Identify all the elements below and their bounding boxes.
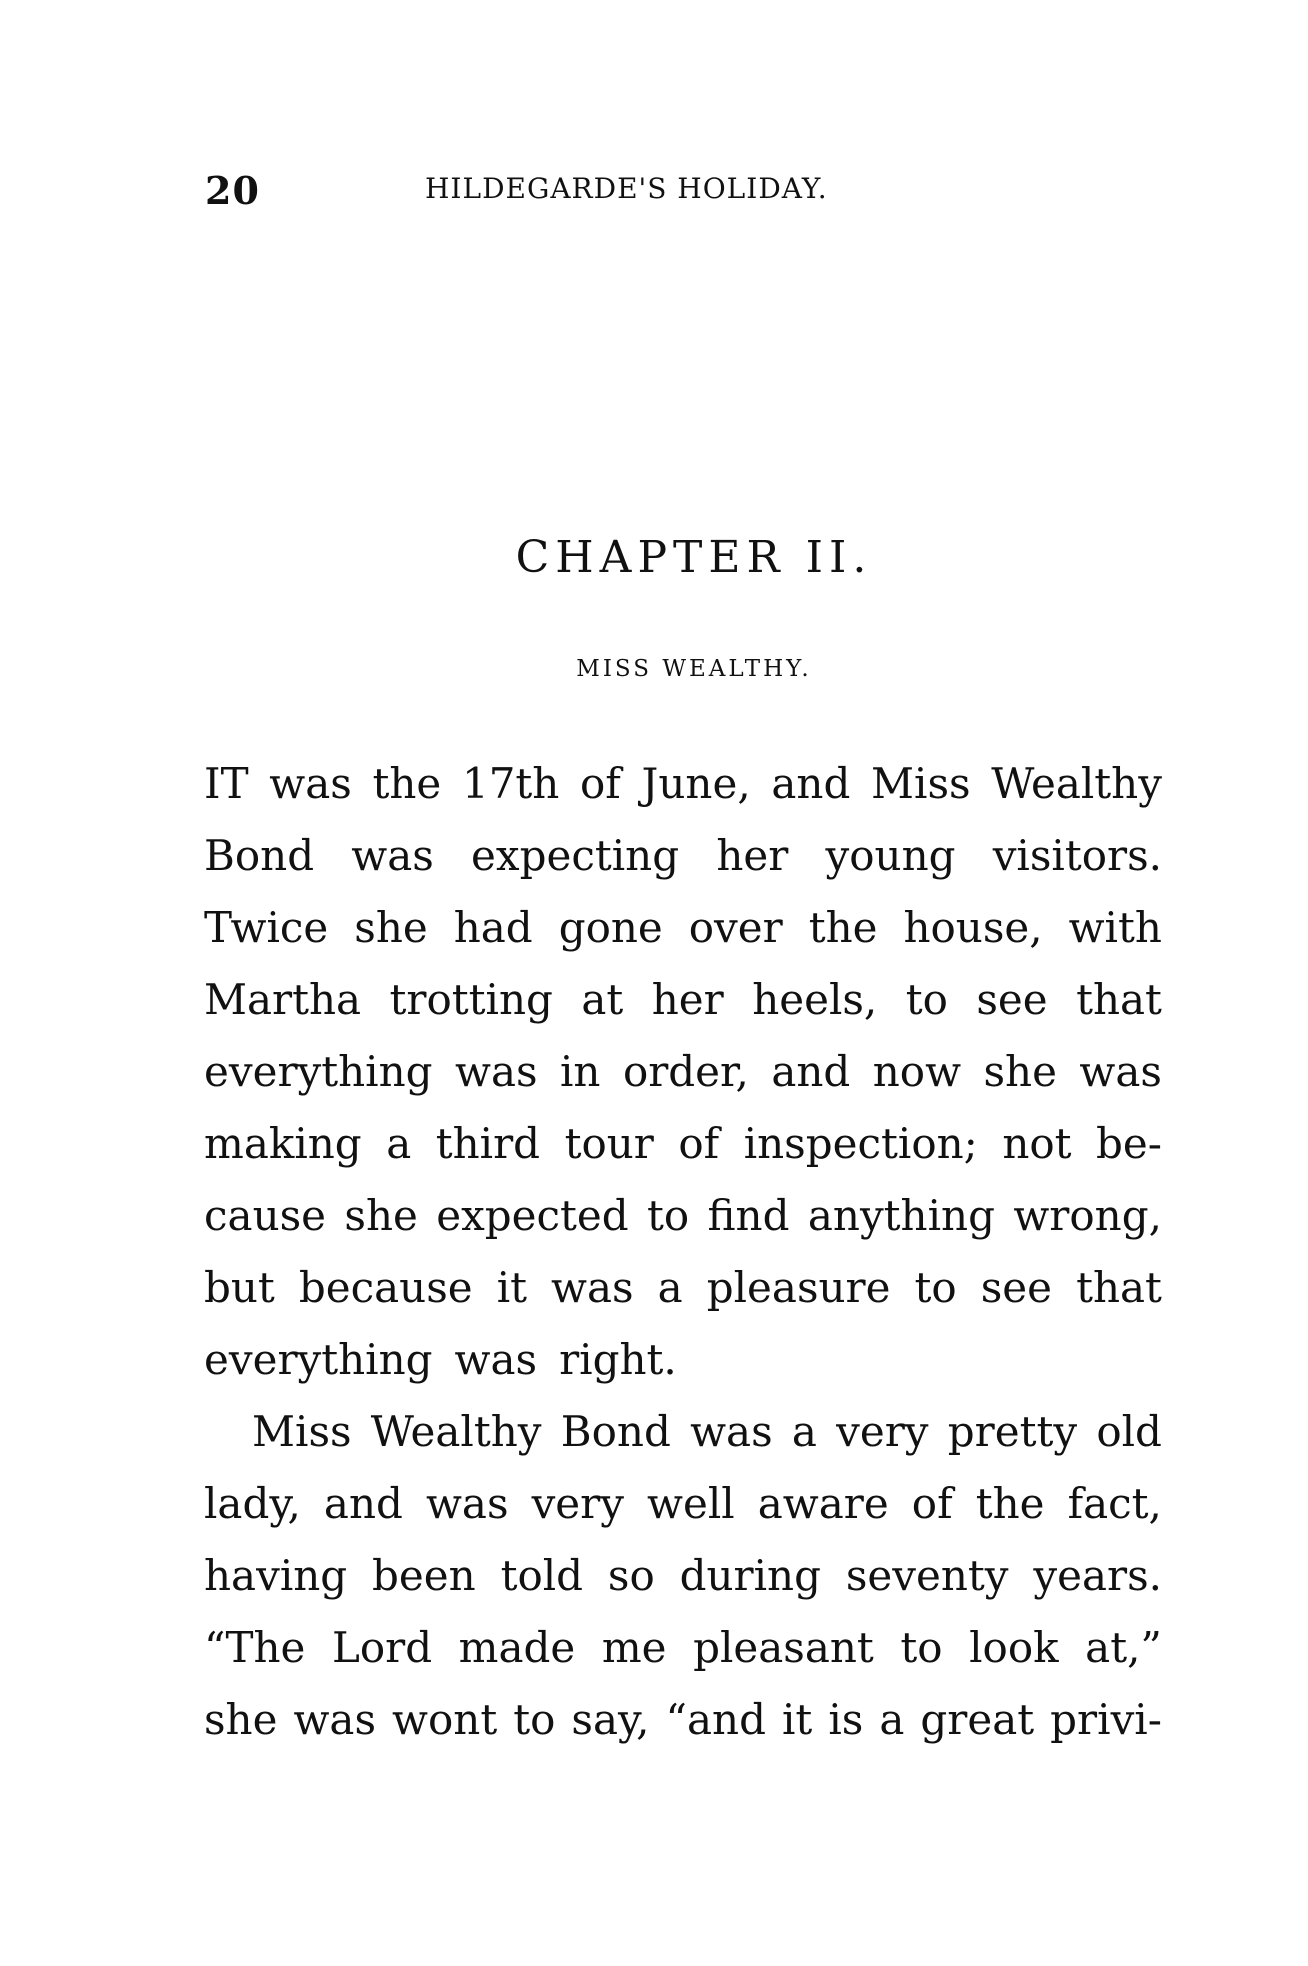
text-line: but because it was a pleasure to see that	[204, 1263, 1162, 1312]
text-line: “The Lord made me pleasant to look at,”	[204, 1623, 1162, 1672]
text-line: Miss Wealthy Bond was a very pretty old	[252, 1407, 1162, 1456]
text-line: making a third tour of inspection; not be-	[204, 1119, 1162, 1168]
text-line: everything was right.	[204, 1335, 677, 1384]
chapter-subtitle: MISS WEALTHY.	[576, 656, 812, 682]
text-line: she was wont to say, “and it is a great privi-	[204, 1695, 1162, 1744]
text-line: Bond was expecting her young visitors.	[204, 831, 1162, 880]
text-line: lady, and was very well aware of the fact,	[204, 1479, 1162, 1528]
text-line: cause she expected to find anything wrong,	[204, 1191, 1162, 1240]
text-line: IT was the 17th of June, and Miss Wealthy	[204, 759, 1162, 808]
text-line: everything was in order, and now she was	[204, 1047, 1162, 1096]
running-title: HILDEGARDE'S HOLIDAY.	[425, 172, 828, 205]
running-head	[205, 168, 925, 218]
text-line: having been told so during seventy years.	[204, 1551, 1162, 1600]
text-line: Martha trotting at her heels, to see that	[204, 975, 1162, 1024]
body-text	[204, 748, 1162, 1756]
text-line: Twice she had gone over the house, with	[204, 903, 1162, 952]
chapter-heading: CHAPTER II.	[515, 532, 873, 583]
page-number: 20	[205, 168, 260, 213]
